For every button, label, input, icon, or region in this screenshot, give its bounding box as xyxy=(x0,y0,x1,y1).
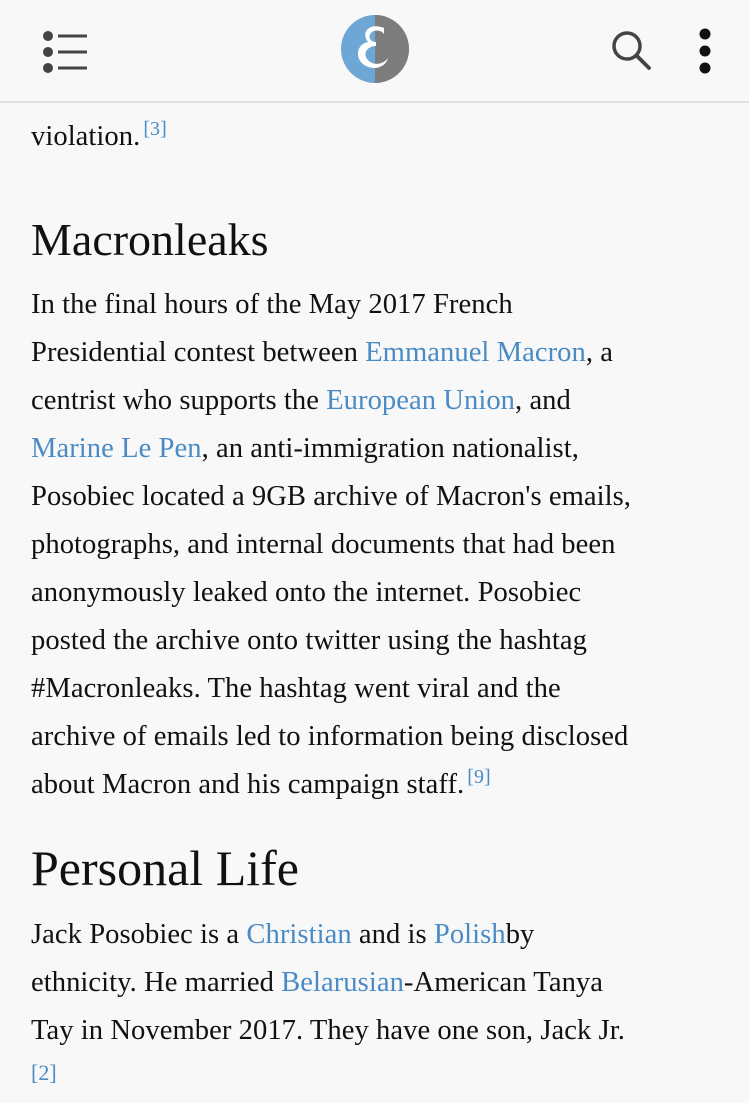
link-christian[interactable]: Christian xyxy=(246,919,352,950)
link-marine-le-pen[interactable]: Marine Le Pen xyxy=(31,433,202,464)
text: , and xyxy=(515,385,571,416)
text: violation. xyxy=(31,121,141,152)
section-heading-macronleaks: Macronleaks xyxy=(31,214,269,265)
link-emmanuel-macron[interactable]: Emmanuel Macron xyxy=(365,337,586,368)
link-european-union[interactable]: European Union xyxy=(326,385,516,416)
paragraph-line xyxy=(31,959,603,1007)
citation-link[interactable]: [9] xyxy=(467,766,491,788)
text: centrist who supports the xyxy=(31,385,327,416)
everipedia-logo-icon[interactable] xyxy=(340,14,410,84)
paragraph-line xyxy=(31,425,579,473)
text: by xyxy=(505,919,535,950)
text: and is xyxy=(351,919,434,950)
vertical-dots-icon[interactable] xyxy=(692,28,718,74)
link-polish[interactable]: Polish xyxy=(433,919,506,950)
paragraph-line xyxy=(31,329,613,377)
search-icon[interactable] xyxy=(610,29,652,71)
citation-link[interactable]: [3] xyxy=(143,118,167,140)
link-belarusian[interactable]: Belarusian xyxy=(281,967,404,998)
text: Jack Posobiec is a xyxy=(31,919,247,950)
paragraph-line xyxy=(31,377,571,425)
paragraph-line: archive of emails led to information being disclosed xyxy=(31,721,629,752)
text: -American Tanya xyxy=(403,967,603,998)
article-content xyxy=(31,0,721,1103)
menu-list-icon[interactable] xyxy=(42,30,88,74)
paragraph-line: Posobiec located a 9GB archive of Macron's emails, xyxy=(31,481,631,512)
paragraph-line: posted the archive onto twitter using the hashtag xyxy=(31,625,587,656)
paragraph-line: #Macronleaks. The hashtag went viral and the xyxy=(31,673,561,704)
text: ethnicity. He married xyxy=(31,967,282,998)
top-app-bar xyxy=(0,0,749,103)
text: , an anti-immigration nationalist, xyxy=(201,433,579,464)
text: Presidential contest between xyxy=(31,337,366,368)
paragraph-line: In the final hours of the May 2017 French xyxy=(31,289,513,320)
paragraph-line xyxy=(31,911,534,959)
section-heading-personal-life: Personal Life xyxy=(31,840,299,896)
paragraph-line xyxy=(31,113,167,163)
citation-link[interactable]: [2] xyxy=(31,1060,57,1085)
paragraph-line: Tay in November 2017. They have one son, Jack Jr. xyxy=(31,1015,625,1046)
paragraph-line xyxy=(31,1048,57,1097)
text: , a xyxy=(585,337,613,368)
paragraph-line: photographs, and internal documents that had been xyxy=(31,529,616,560)
text: about Macron and his campaign staff. xyxy=(31,769,465,800)
paragraph-line: anonymously leaked onto the internet. Posobiec xyxy=(31,577,582,608)
paragraph-line xyxy=(31,761,491,811)
